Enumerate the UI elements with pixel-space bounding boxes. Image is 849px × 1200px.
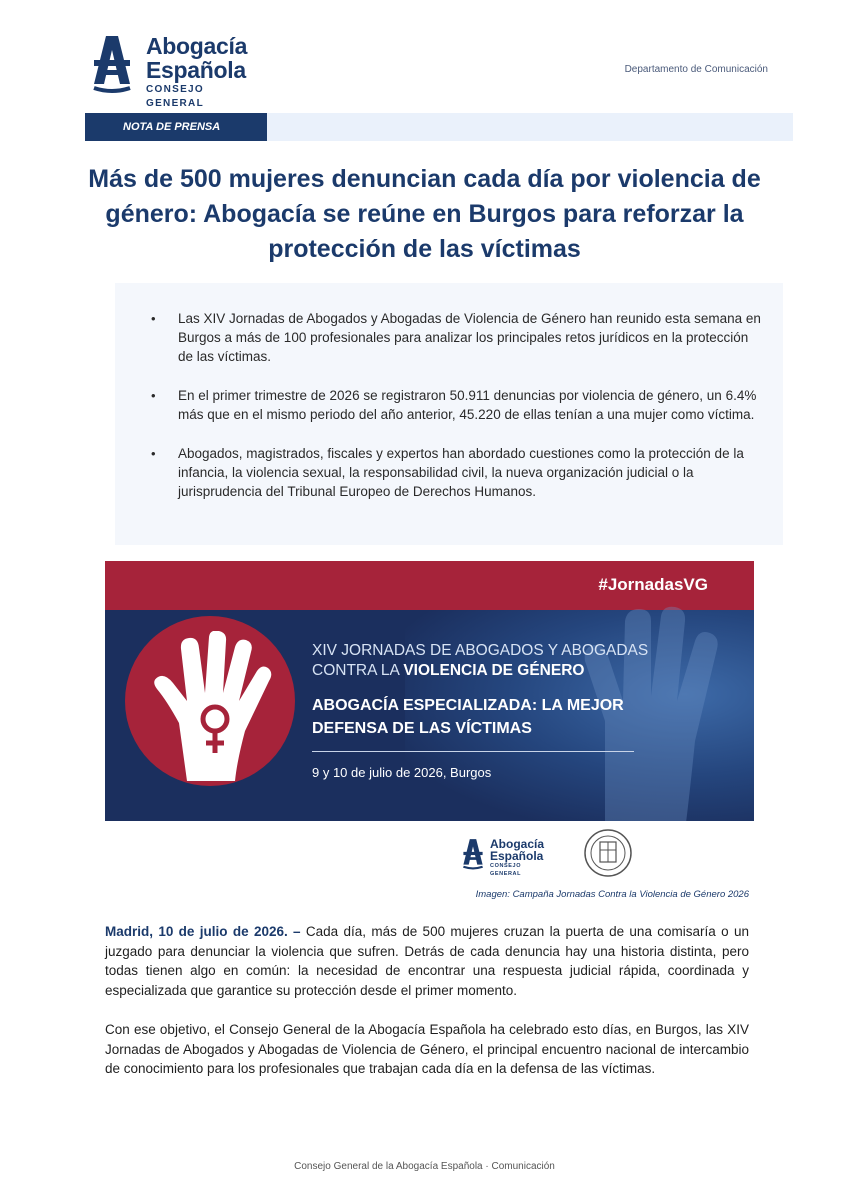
banner-title-line1: XIV JORNADAS DE ABOGADOS Y ABOGADAS [312,642,649,659]
summary-item: • Abogados, magistrados, fiscales y expertos han abordado cuestiones como la protección de la infancia, la violencia sexual, la responsabilidad civil, la nueva organización judicial o la jurisprudencia del Tribunal Europeo de Derechos Humanos. [151,444,767,501]
summary-item: • Las XIV Jornadas de Abogados y Abogadas de Violencia de Género han reunido esta semana en Burgos a más de 100 profesionales para analizar los principales retos jurídicos en la protección de las víctimas. [151,309,767,366]
abogacia-a-icon [92,34,132,94]
banner-title-strong: VIOLENCIA DE GÉNERO [403,662,585,679]
banner-title-prefix: CONTRA LA [312,662,404,679]
summary-list [151,309,767,521]
press-note-label: NOTA DE PRENSA [85,113,267,141]
hand-female-symbol-icon [149,631,274,781]
banner-hashtag: #JornadasVG [598,575,708,594]
banner-subtitle-line1: ABOGACÍA ESPECIALIZADA: LA MEJOR [312,697,624,714]
small-logo-text [490,838,552,878]
headline: Más de 500 mujeres denuncian cada día por violencia de género: Abogacía se reúne en Burgos para reforzar la protección de las víctimas [88,165,761,263]
banner-subtitle-line2: DEFENSA DE LAS VÍCTIMAS [312,720,532,737]
abogacia-logo [92,33,252,109]
body-paragraph-2: Con ese objetivo, el Consejo General de la Abogacía Española ha celebrado esto días, en Burgos, las XIV Jornadas de Abogados y Abogadas de Violencia de Género, el principal encuentro nacional de intercambio de conocimiento para los profesionales que trabajan cada día en la defensa de las víctimas. [105,1022,749,1076]
abogacia-a-icon [462,838,484,870]
body-paragraph-1 [105,922,749,1000]
small-logo-line2: Española [490,849,544,863]
paragraph-1-text: Cada día, más de 500 mujeres cruzan la puerta de una comisaría o un juzgado para denunciar la violencia que sufren. Detrás de cada denuncia hay una historia distinta, pero todas tienen algo en común: la necesidad de encontrar una respuesta judicial rápida, coordinada y especializada que garantice su protección desde el primer momento. [105,924,749,998]
banner-subtitle [312,694,672,740]
banner-date: 9 y 10 de julio de 2026, Burgos [312,765,492,780]
logo-line3: CONSEJO GENERAL [146,84,205,109]
small-logo-line1: Abogacía [490,837,545,851]
banner-title-line2 [312,661,672,681]
press-note-band [85,113,793,141]
summary-box [115,283,783,545]
logo-text [146,34,252,111]
summary-item: • En el primer trimestre de 2026 se registraron 50.911 denuncias por violencia de género, un 6.4% más que en el mismo periodo del año anterior, 45.220 de ellas tenían a una mujer como víctima. [151,386,767,424]
bar-association-seal-icon [583,828,633,878]
banner-title [312,641,672,681]
dateline: Madrid, 10 de julio de 2026. – [105,924,301,939]
campaign-banner [105,561,754,821]
image-caption: Imagen: Campaña Jornadas Contra la Violencia de Género 2026 [475,889,749,900]
small-logo-line3: CONSEJO GENERAL [490,863,522,877]
abogacia-small-logo [462,837,552,877]
logo-line1: Abogacía [146,33,248,59]
page-footer: Consejo General de la Abogacía Española · Comunicación [294,1161,555,1172]
department-label: Departamento de Comunicación [624,64,768,75]
logo-line2: Española [146,57,246,83]
banner-divider [312,751,634,752]
